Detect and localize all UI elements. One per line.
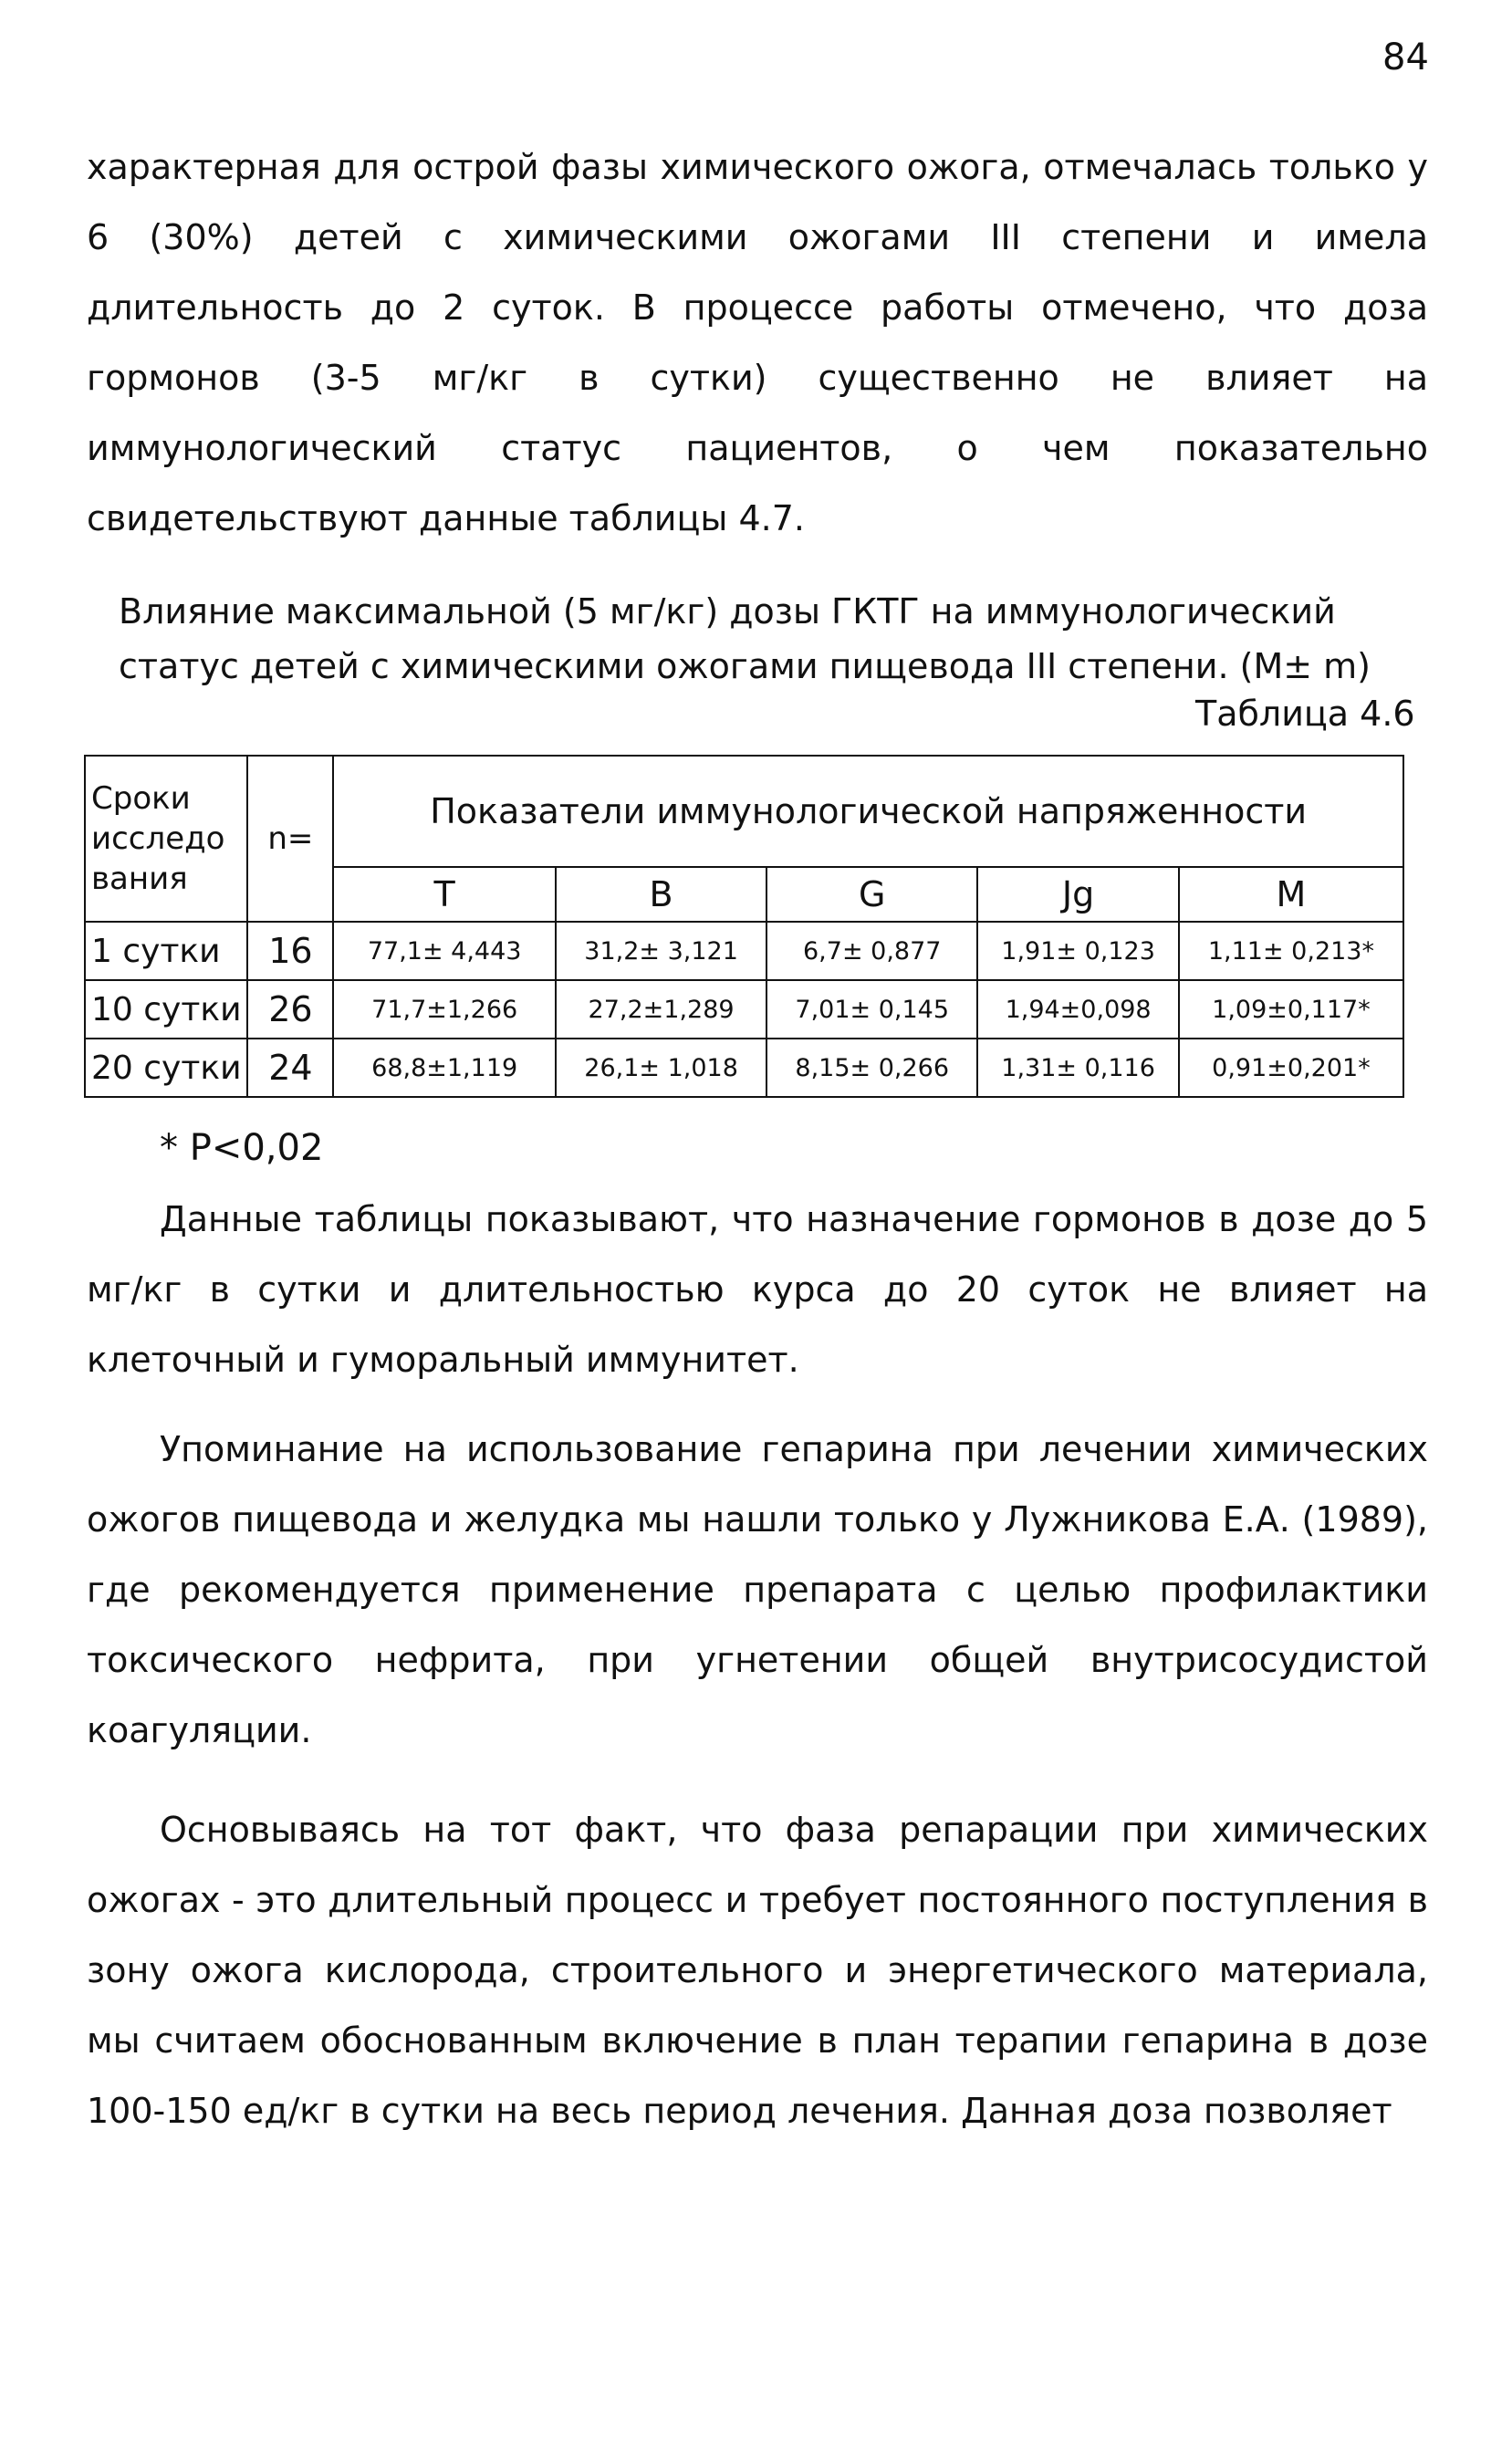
paragraph-conclusion: Данные таблицы показывают, что назначение гормонов в дозе до 5 мг/кг в сутки и длительностью курса до 20 суток не влияет на клеточный и гуморальный иммунитет. [87,1199,1428,1380]
cell-t: 77,1± 4,443 [333,922,556,980]
cell-t: 68,8±1,119 [333,1039,556,1097]
footnote: * P<0,02 [160,1127,324,1169]
table-caption-line2: статус детей с химическими ожогами пищевода III степени. (M± m) [119,646,1371,686]
paragraph-repair-phase: Основываясь на тот факт, что фаза репарации при химических ожогах - это длительный процесс и требует постоянного поступления в зону ожога кислорода, строительного и энергетического материала, мы считаем обоснованным включение в план терапии гепарина в дозе 100-150 ед/кг в сутки на весь период лечения. Данная доза позволяет [87,1810,1428,2131]
cell-g: 7,01± 0,145 [766,980,977,1039]
cell-b: 31,2± 3,121 [556,922,766,980]
header-term: Сроки исследо вания [85,756,247,922]
cell-g: 6,7± 0,877 [766,922,977,980]
cell-m: 0,91±0,201* [1179,1039,1403,1097]
header-indicator-b: B [556,867,766,922]
row-term: 20 сутки [85,1039,247,1097]
header-indicators-group: Показатели иммунологической напряженности [333,756,1403,867]
cell-b: 26,1± 1,018 [556,1039,766,1097]
cell-jg: 1,94±0,098 [977,980,1179,1039]
row-n: 24 [247,1039,333,1097]
header-n: n= [247,756,333,922]
header-indicator-g: G [766,867,977,922]
cell-m: 1,09±0,117* [1179,980,1403,1039]
row-n: 26 [247,980,333,1039]
page-number: 84 [1382,37,1429,78]
immunology-table [84,755,1404,1098]
row-n: 16 [247,922,333,980]
table-label: Таблица 4.6 [1195,694,1415,734]
cell-m: 1,11± 0,213* [1179,922,1403,980]
header-indicator-jg: Jg [977,867,1179,922]
table-caption-line1: Влияние максимальной (5 мг/кг) дозы ГКТГ на иммунологический [119,591,1336,632]
row-term: 1 сутки [85,922,247,980]
row-term: 10 сутки [85,980,247,1039]
paragraph-intro: характерная для острой фазы химического ожога, отмечалась только у 6 (30%) детей с химическими ожогами III степени и имела длительность до 2 суток. В процессе работы отмечено, что доза гормонов (3-5 мг/кг в сутки) существенно не влияет на иммунологический статус пациентов, о чем показательно свидетельствуют данные таблицы 4.7. [87,147,1428,538]
table-row [85,922,1403,980]
table-row [85,1039,1403,1097]
cell-g: 8,15± 0,266 [766,1039,977,1097]
paragraph-heparin-mention: Упоминание на использование гепарина при лечении химических ожогов пищевода и желудка мы нашли только у Лужникова Е.А. (1989), где рекомендуется применение препарата с целью профилактики токсического нефрита, при угнетении общей внутрисосудистой коагуляции. [87,1429,1428,1750]
header-indicator-m: M [1179,867,1403,922]
cell-jg: 1,31± 0,116 [977,1039,1179,1097]
table-row [85,980,1403,1039]
cell-t: 71,7±1,266 [333,980,556,1039]
cell-b: 27,2±1,289 [556,980,766,1039]
cell-jg: 1,91± 0,123 [977,922,1179,980]
header-indicator-t: T [333,867,556,922]
